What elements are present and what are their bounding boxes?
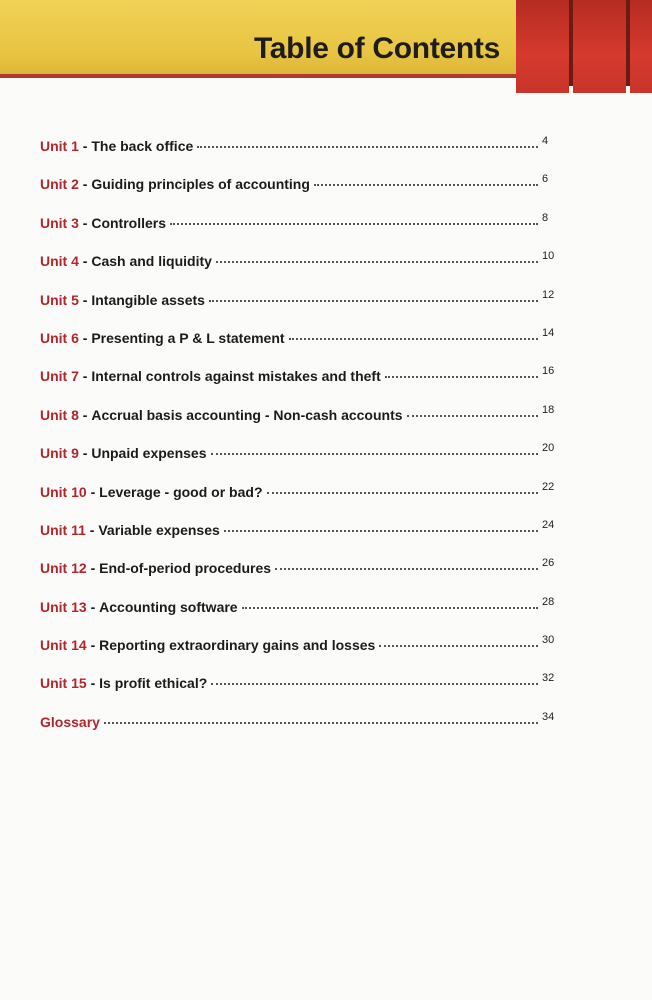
header-rule — [0, 74, 516, 78]
toc-entry-title: Leverage - good or bad? — [99, 483, 263, 500]
toc-entry[interactable] — [40, 480, 560, 522]
toc-page-number: 6 — [542, 173, 549, 186]
table-of-contents — [40, 135, 560, 752]
toc-entry-title: Intangible assets — [91, 291, 205, 308]
toc-dot-leader — [275, 567, 538, 570]
toc-unit-label: Unit 1 — [40, 138, 79, 154]
toc-dot-leader — [379, 644, 538, 647]
toc-entry[interactable] — [40, 403, 560, 445]
toc-separator: - — [78, 406, 92, 423]
toc-dot-leader — [407, 414, 538, 417]
toc-page-number: 30 — [542, 634, 555, 647]
toc-entry-title: Accounting software — [99, 598, 238, 615]
toc-separator: - — [78, 445, 92, 462]
toc-page-number: 26 — [542, 557, 555, 570]
toc-dot-leader — [197, 145, 538, 148]
toc-separator: - — [78, 138, 92, 154]
toc-entry[interactable] — [40, 326, 560, 368]
toc-dot-leader — [289, 337, 538, 340]
toc-separator: - — [78, 368, 92, 385]
toc-unit-label: Unit 4 — [40, 253, 79, 270]
toc-entry-title: Is profit ethical? — [99, 675, 208, 692]
toc-page-number: 10 — [542, 250, 555, 263]
decorative-stripe — [573, 0, 626, 93]
toc-entry-title: Accrual basis accounting - Non-cash accounts — [91, 406, 403, 423]
toc-unit-label: Unit 15 — [40, 675, 87, 692]
toc-separator: - — [86, 598, 100, 615]
toc-entry[interactable] — [40, 634, 560, 675]
toc-page-number: 28 — [542, 595, 555, 608]
toc-page-number: 12 — [542, 288, 555, 301]
toc-separator: - — [78, 291, 92, 308]
toc-dot-leader — [385, 375, 538, 378]
decorative-stripe — [630, 0, 652, 93]
toc-page-number: 34 — [542, 710, 555, 723]
toc-entry[interactable] — [40, 211, 560, 253]
page-title: Table of Contents — [253, 32, 500, 65]
toc-unit-label: Unit 13 — [40, 598, 87, 615]
toc-entry[interactable] — [40, 518, 560, 560]
toc-page-number: 18 — [542, 403, 555, 416]
toc-entry-title: Internal controls against mistakes and theft — [91, 368, 381, 385]
toc-unit-label: Unit 14 — [40, 637, 87, 654]
toc-page-number: 16 — [542, 365, 555, 378]
toc-unit-label: Unit 9 — [40, 445, 79, 462]
toc-page-number: 14 — [542, 326, 555, 339]
toc-entry[interactable] — [40, 595, 560, 637]
toc-entry[interactable] — [40, 672, 560, 713]
toc-entry[interactable] — [40, 250, 560, 291]
toc-entry-title: Variable expenses — [98, 521, 220, 538]
toc-page-number: 32 — [542, 672, 555, 685]
toc-entry[interactable] — [40, 173, 560, 214]
toc-separator: - — [78, 214, 92, 231]
toc-dot-leader — [314, 183, 538, 186]
toc-page-number: 20 — [542, 442, 555, 455]
toc-unit-label: Unit 2 — [40, 176, 79, 193]
toc-separator: - — [86, 483, 100, 500]
toc-separator: - — [78, 176, 92, 193]
toc-entry[interactable] — [40, 557, 560, 598]
toc-separator: - — [85, 521, 99, 538]
toc-unit-label: Unit 12 — [40, 560, 87, 577]
toc-unit-label: Unit 7 — [40, 368, 79, 385]
toc-dot-leader — [216, 260, 538, 263]
toc-dot-leader — [209, 299, 538, 302]
toc-separator: - — [78, 329, 92, 346]
toc-page-number: 8 — [542, 211, 549, 224]
decorative-stripe — [516, 0, 569, 93]
toc-unit-label: Glossary — [40, 713, 100, 730]
toc-entry-title: Controllers — [91, 214, 167, 231]
toc-entry-title: Presenting a P & L statement — [91, 329, 285, 346]
toc-unit-label: Unit 8 — [40, 406, 79, 423]
toc-unit-label: Unit 10 — [40, 483, 87, 500]
toc-dot-leader — [170, 222, 538, 225]
toc-entry[interactable] — [40, 135, 560, 176]
toc-entry[interactable] — [40, 288, 560, 330]
toc-separator: - — [86, 675, 100, 692]
toc-unit-label: Unit 6 — [40, 329, 79, 346]
toc-entry-title: Reporting extraordinary gains and losses — [99, 637, 376, 654]
toc-entry-title: End-of-period procedures — [99, 560, 272, 577]
toc-dot-leader — [211, 682, 538, 685]
toc-separator: - — [78, 253, 92, 270]
toc-dot-leader — [211, 452, 539, 455]
toc-entry-title: The back office — [91, 138, 194, 154]
toc-page-number: 24 — [542, 518, 555, 531]
toc-unit-label: Unit 5 — [40, 291, 79, 308]
toc-separator: - — [86, 560, 100, 577]
toc-dot-leader — [224, 529, 538, 532]
toc-page-number: 4 — [542, 135, 549, 147]
toc-dot-leader — [242, 606, 538, 609]
toc-entry-title: Guiding principles of accounting — [91, 176, 310, 193]
toc-unit-label: Unit 11 — [40, 521, 86, 538]
toc-entry[interactable] — [40, 710, 560, 752]
toc-unit-label: Unit 3 — [40, 214, 79, 231]
toc-entry[interactable] — [40, 442, 560, 483]
toc-entry-title: Cash and liquidity — [91, 253, 212, 270]
toc-entry[interactable] — [40, 365, 560, 406]
toc-separator: - — [86, 637, 100, 654]
toc-entry-title: Unpaid expenses — [91, 445, 207, 462]
toc-page-number: 22 — [542, 480, 555, 493]
toc-dot-leader — [267, 491, 539, 494]
toc-dot-leader — [104, 721, 538, 724]
